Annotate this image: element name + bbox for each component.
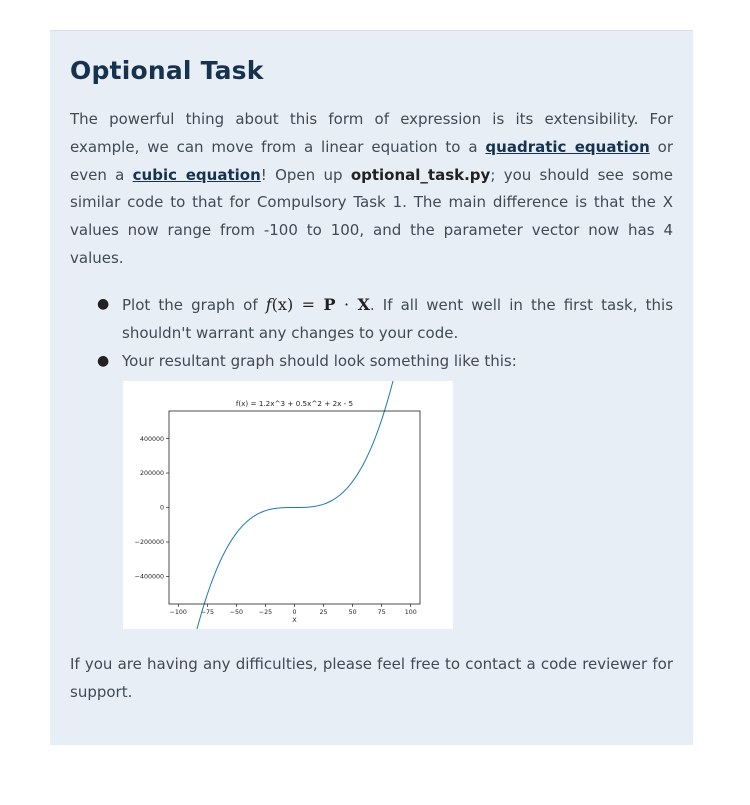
intro-text-3: ! Open up [260,165,351,184]
y-tick-label: 0 [159,504,164,512]
list-item [70,348,673,376]
outro-paragraph: If you are having any difficulties, please feel free to contact a code reviewer for support. [70,655,673,701]
bullet-1-text-before: Plot the graph of [122,296,266,314]
x-tick-label: −25 [258,609,273,616]
intro-text-1: The powerful thing about this form of expression is its extensibility. For example, we can move from a linear equation to a [70,110,673,156]
list-item [70,291,673,348]
x-tick-label: −100 [169,609,187,616]
page-title: Optional Task [70,56,264,85]
x-tick-label: 100 [404,609,417,616]
formula [266,295,370,314]
formula-dot: · [335,295,358,314]
bullet-2-text: Your resultant graph should look something like this: [122,351,517,370]
chart-title: f(x) = 1.2x^3 + 0.5x^2 + 2x - 5 [235,399,354,408]
x-tick-label: 0 [292,609,297,616]
formula-f: f [265,295,272,314]
x-tick-label: −75 [200,609,214,616]
y-tick-label: 200000 [139,470,164,478]
cubic-equation-link[interactable]: cubic equation [132,165,261,184]
x-tick-label: 75 [377,609,386,616]
filename: optional_task.py [350,165,491,184]
bullet-list [70,291,673,375]
y-tick-label: 400000 [139,435,164,443]
bullet-icon: ● [97,296,110,312]
series-line [178,381,410,629]
x-tick-label: 50 [348,609,357,616]
x-axis-label: X [292,616,297,624]
formula-p: P [323,295,336,314]
intro-paragraph [70,106,673,273]
bullet-icon: ● [97,352,110,369]
x-tick-label: −50 [229,609,244,616]
formula-eq: (x) = [271,295,324,314]
quadratic-equation-link[interactable]: quadratic equation [485,137,650,156]
intro-text-2: or even a [70,137,673,184]
y-tick-label: −400000 [134,573,164,581]
x-tick-label: 25 [319,609,328,616]
cubic-graph-chart [123,381,453,629]
y-tick-label: −200000 [134,539,164,547]
formula-x: X [357,295,370,314]
content-panel [50,30,693,745]
bullet-1-text-after: . If all went well in the first task, this shouldn't warrant any changes to your code. [122,296,674,342]
intro-text-4: ; you should see some similar code to that for Compulsory Task 1. The main difference is that the X values now range from -100 to 100, and the parameter vector now has 4 values. [70,165,673,267]
